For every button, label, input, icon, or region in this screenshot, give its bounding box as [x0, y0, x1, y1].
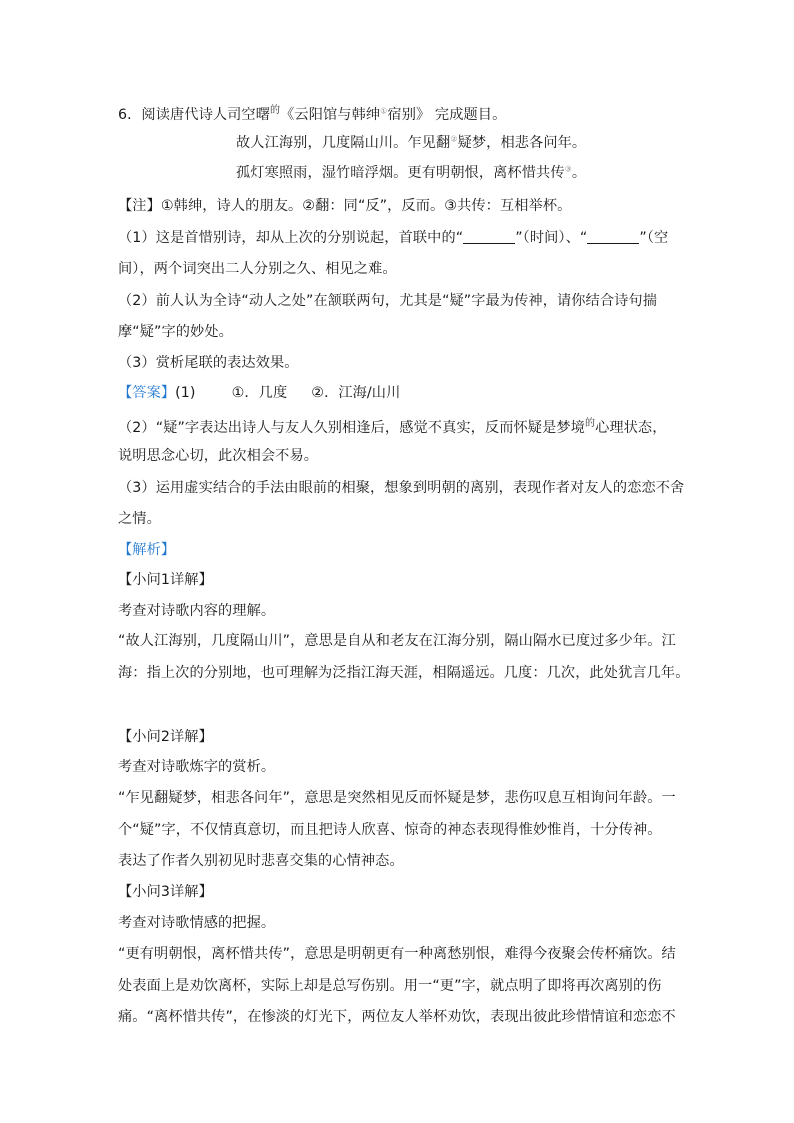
analysis-label: 【解析】 — [118, 542, 176, 558]
section-2-title: 【小问2详解】 — [118, 729, 213, 745]
section-1-title: 【小问1详解】 — [118, 572, 213, 588]
note-mark: ① — [380, 106, 388, 116]
section-3-title: 【小问3详解】 — [118, 884, 213, 900]
note-mark: ③ — [564, 164, 572, 174]
section-3-line-1: 考查对诗歌情感的把握。 — [118, 915, 276, 931]
section-3-line-3: 处表面上是劝饮离杯，实际上却是总写伤别。用一“更”字，就点明了即将再次离别的伤 — [118, 978, 662, 994]
section-1-line-3: 海：指上次的分别地，也可理解为泛指江海天涯，相隔遥远。几度：几次，此处犹言几年。 — [118, 665, 690, 681]
section-2-line-3: 个“疑”字，不仅情真意切，而且把诗人欣喜、惊奇的神态表现得惟妙惟肖，十分传神。 — [118, 822, 662, 838]
section-2-line-2: “乍见翻疑梦，相悲各问年”，意思是突然相见反而怀疑是梦，悲伤叹息互相询问年龄。一 — [118, 790, 676, 806]
answer-3-line-1: （3）运用虚实结合的手法由眼前的相聚，想象到明朝的离别，表现作者对友人的恋恋不舍 — [118, 480, 685, 496]
question-3: （3）赏析尾联的表达效果。 — [118, 355, 299, 371]
question-2-line-1: （2）前人认为全诗“动人之处”在颔联两句，尤其是“疑”字最为传神，请你结合诗句揣 — [118, 293, 657, 309]
answer-3-line-2: 之情。 — [118, 511, 161, 527]
answer-2-line-1: （2）“疑”字表达出诗人与友人久别相逢后，感觉不真实，反而怀疑是梦境$^的$心理状态， — [118, 418, 667, 436]
notes: 【注】①韩绅，诗人的朋友。②翻：同“反”，反而。③共传：互相举杯。 — [118, 198, 572, 214]
poem-line-2: 孤灯寒照雨，湿竹暗浮烟。更有明朝恨，离杯惜共传③。 — [236, 164, 587, 181]
question-1-line-2: 间），两个词突出二人分别之久、相见之难。 — [118, 261, 397, 277]
answer-2-line-2: 说明思念心切，此次相会不易。 — [118, 448, 319, 464]
answer-blank — [463, 230, 515, 244]
section-1-line-2: “故人江海别，几度隔山川”，意思是自从和老友在江海分别，隔山隔水已度过多少年。江 — [118, 633, 676, 649]
section-2-line-1: 考查对诗歌炼字的赏析。 — [118, 759, 276, 775]
poem-line-1: 故人江海别，几度隔山川。乍见翻②疑梦，相悲各问年。 — [236, 134, 587, 151]
section-1-line-1: 考查对诗歌内容的理解。 — [118, 603, 276, 619]
answer-label: 【答案】 — [118, 385, 176, 401]
section-3-line-2: “更有明朝恨，离杯惜共传”，意思是明朝更有一种离愁别恨，难得今夜聚会传杯痛饮。结 — [118, 946, 676, 962]
answer-blank — [587, 230, 639, 244]
section-3-line-4: 痛。“离杯惜共传”，在惨淡的灯光下，两位友人举杯劝饮，表现出彼此珍惜情谊和恋恋不 — [118, 1009, 676, 1025]
answer-line-1: 【答案】(1) ①．几度 ②．江海/山川 — [118, 385, 401, 401]
section-2-line-4: 表达了作者久别初见时悲喜交集的心情神态。 — [118, 853, 404, 869]
question-1-line-1: （1）这是首惜别诗，却从上次的分别说起，首联中的“ ”（时间）、“ ”（空 — [118, 230, 669, 246]
question-intro: 6．阅读唐代诗人司空曙$^的$《云阳馆与韩绅①宿别》 完成题目。 — [118, 105, 507, 123]
question-2-line-2: 摩“疑”字的妙处。 — [118, 324, 233, 340]
note-mark: ② — [450, 134, 458, 144]
